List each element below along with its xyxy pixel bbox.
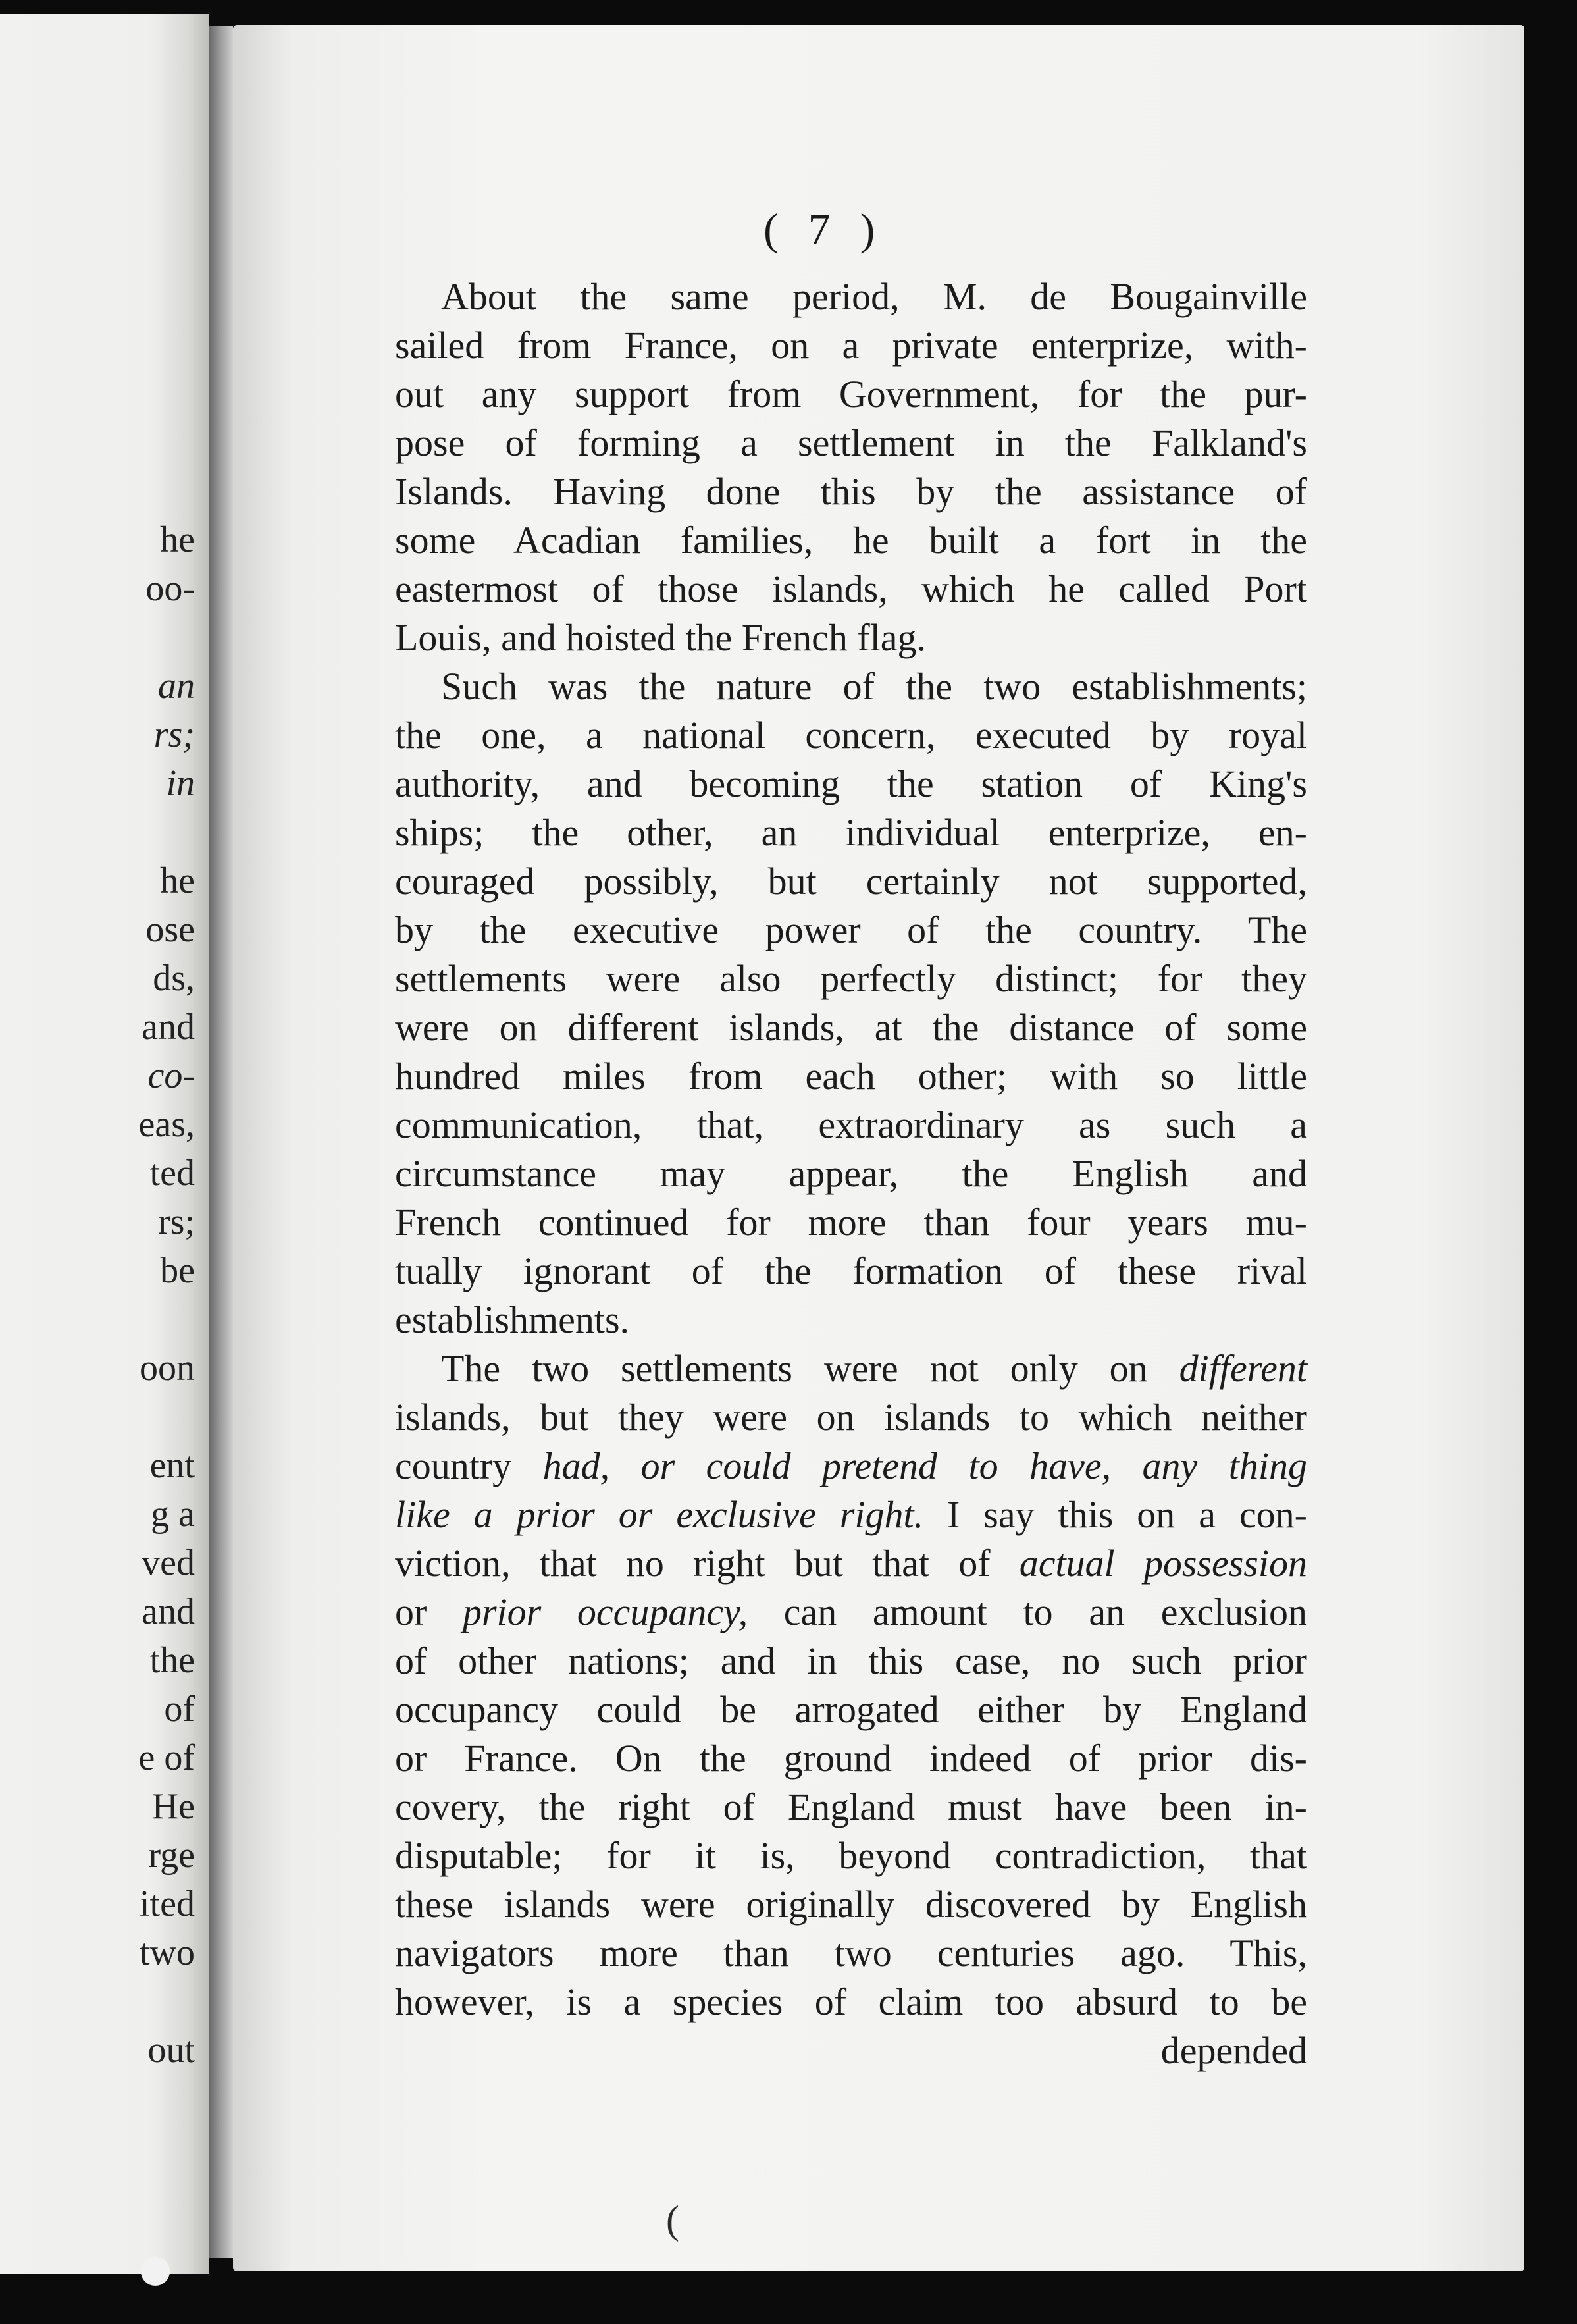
page-number: ( 7 ) (763, 204, 885, 254)
left-page-line: g a (151, 1494, 195, 1535)
text-line: islands, but they were on islands to which neither (395, 1396, 1307, 1439)
left-page-line: eas, (138, 1104, 195, 1145)
left-page-line: out (147, 2030, 195, 2071)
text-line: communication, that, extraordinary as such a (395, 1103, 1307, 1146)
text-line: circumstance may appear, the English and (395, 1152, 1307, 1195)
text-line: some Acadian families, he built a fort in the (395, 519, 1307, 562)
bottom-mark: ( (666, 2198, 679, 2242)
left-page-line: ted (149, 1153, 195, 1194)
left-page (0, 14, 209, 2274)
left-page-line: ited (140, 1884, 195, 1924)
text-line: navigators more than two centuries ago. This, (395, 1932, 1307, 1974)
text-line: ships; the other, an individual enterprize, en- (395, 811, 1307, 854)
book-gutter (209, 26, 233, 2258)
text-line: disputable; for it is, beyond contradiction, that (395, 1834, 1307, 1877)
text-line: occupancy could be arrogated either by England (395, 1688, 1307, 1731)
text-line: Such was the nature of the two establishments; (441, 665, 1307, 708)
left-page-line: co- (147, 1055, 195, 1096)
left-page-line: he (160, 519, 195, 560)
left-page-line: in (166, 763, 195, 804)
text-line: viction, that no right but that of actual possession (395, 1542, 1307, 1585)
text-line: French continued for more than four years mu- (395, 1201, 1307, 1244)
left-page-line: and (142, 1591, 195, 1632)
text-line: or France. On the ground indeed of prior dis- (395, 1737, 1307, 1780)
text-line: pose of forming a settlement in the Falkland's (395, 421, 1307, 464)
left-page-line: rge (148, 1835, 195, 1876)
left-page-line: rs; (153, 714, 195, 755)
text-line: covery, the right of England must have been in- (395, 1785, 1307, 1828)
text-line: authority, and becoming the station of King's (395, 762, 1307, 805)
text-line: establishments. (395, 1298, 630, 1341)
text-line: by the executive power of the country. The (395, 909, 1307, 951)
left-page-line: be (160, 1250, 195, 1291)
text-line: like a prior or exclusive right. I say this on a con- (395, 1493, 1307, 1536)
text-line: hundred miles from each other; with so little (395, 1055, 1307, 1097)
text-line: settlements were also perfectly distinct; for they (395, 957, 1307, 1000)
text-line: Islands. Having done this by the assistance of (395, 470, 1307, 513)
left-page-line: ose (145, 909, 195, 950)
text-line: tually ignorant of the formation of these rival (395, 1250, 1307, 1292)
text-line: or prior occupancy, can amount to an exclusion (395, 1591, 1307, 1633)
left-page-line: two (140, 1932, 195, 1973)
left-page-line: he (160, 860, 195, 901)
left-page-line: ds, (153, 958, 195, 999)
left-page-line: oo- (145, 568, 195, 609)
text-line: these islands were originally discovered by English (395, 1883, 1307, 1926)
text-line: Louis, and hoisted the French flag. (395, 616, 926, 659)
left-page-line: He (151, 1786, 195, 1827)
left-page-line: ved (142, 1543, 195, 1583)
left-page-line: an (158, 666, 195, 706)
text-line: of other nations; and in this case, no such prior (395, 1639, 1307, 1682)
left-page-line: ent (149, 1445, 195, 1486)
text-line: About the same period, M. de Bougainville (441, 275, 1307, 318)
text-line: however, is a species of claim too absurd to be (395, 1980, 1307, 2023)
left-page-line: e of (138, 1737, 195, 1778)
text-line: eastermost of those islands, which he called Port (395, 568, 1307, 610)
left-page-line: of (164, 1689, 195, 1730)
text-line: country had, or could pretend to have, any thing (395, 1444, 1307, 1487)
text-line: sailed from France, on a private enterprize, with- (395, 324, 1307, 367)
corner-speck (141, 2257, 170, 2286)
left-page-line: rs; (158, 1202, 195, 1242)
text-line: were on different islands, at the distance of some (395, 1006, 1307, 1049)
text-line: the one, a national concern, executed by royal (395, 714, 1307, 756)
text-line: out any support from Government, for the pur- (395, 373, 1307, 415)
text-line: couraged possibly, but certainly not supported, (395, 860, 1307, 903)
left-page-line: the (149, 1640, 195, 1681)
text-line: The two settlements were not only on different (441, 1347, 1307, 1390)
text-line: depended (1160, 2029, 1307, 2072)
left-page-line: oon (140, 1348, 195, 1388)
left-page-line: and (142, 1007, 195, 1047)
